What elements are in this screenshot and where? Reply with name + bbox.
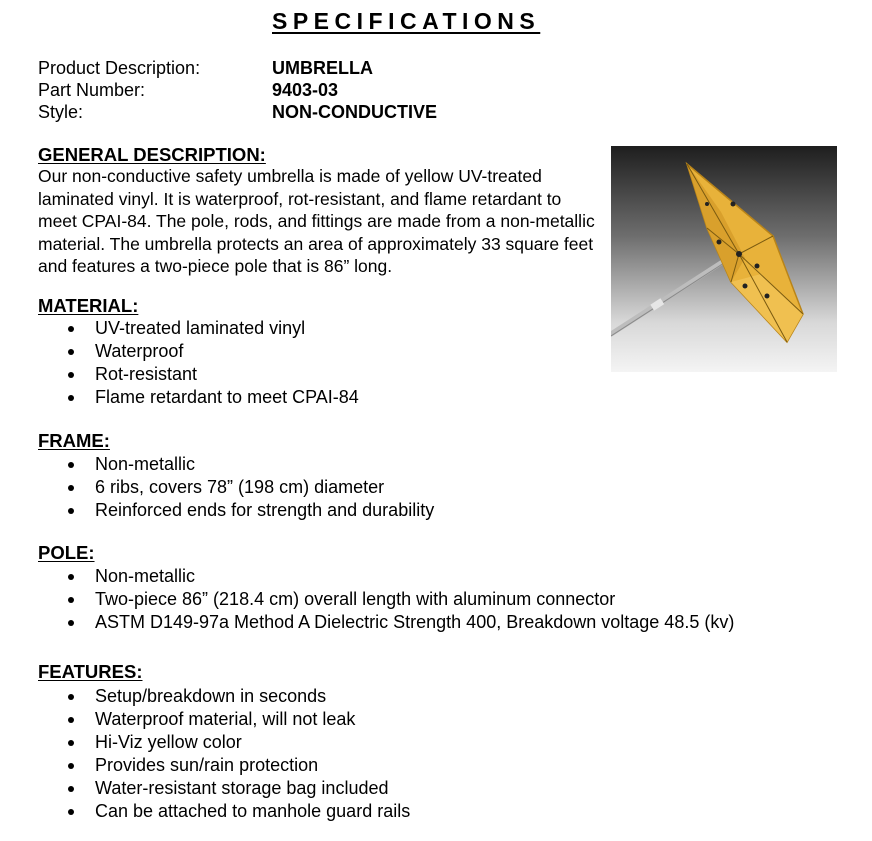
pole-heading: POLE: <box>38 542 95 563</box>
list-item-text: Setup/breakdown in seconds <box>95 686 327 706</box>
list-item <box>38 685 410 708</box>
list-item-text: Two-piece 86” (218.4 cm) overall length with aluminum connector <box>95 589 616 609</box>
list-item <box>38 611 734 634</box>
bullet-icon <box>68 574 74 580</box>
spec-label: Style: <box>38 102 84 122</box>
list-item-text: Provides sun/rain protection <box>95 755 319 775</box>
spec-row-part-number <box>38 79 437 101</box>
list-item <box>38 363 359 386</box>
list-item-text: 6 ribs, covers 78” (198 cm) diameter <box>95 477 385 497</box>
bullet-icon <box>68 462 74 468</box>
page-title: SPECIFICATIONS <box>272 8 541 34</box>
list-item <box>38 453 434 476</box>
list-item <box>38 476 434 499</box>
bullet-icon <box>68 763 74 769</box>
list-item <box>38 777 410 800</box>
bullet-icon <box>68 372 74 378</box>
list-item-text: Flame retardant to meet CPAI-84 <box>95 387 359 407</box>
spec-label: Product Description: <box>38 58 201 78</box>
list-item-text: ASTM D149-97a Method A Dielectric Strength 400, Breakdown voltage 48.5 (kv) <box>95 612 735 632</box>
list-item <box>38 708 410 731</box>
list-item <box>38 499 434 522</box>
bullet-icon <box>68 597 74 603</box>
material-list <box>38 317 359 409</box>
spec-value: UMBRELLA <box>272 58 373 78</box>
pole-list <box>38 565 734 634</box>
spec-value: 9403-03 <box>272 80 339 100</box>
spec-row-style <box>38 101 437 123</box>
spec-table <box>38 57 437 123</box>
list-item-text: Waterproof material, will not leak <box>95 709 356 729</box>
umbrella-product-image <box>611 146 837 372</box>
frame-list <box>38 453 434 522</box>
bullet-icon <box>68 694 74 700</box>
list-item <box>38 800 410 823</box>
bullet-icon <box>68 485 74 491</box>
bullet-icon <box>68 809 74 815</box>
bullet-icon <box>68 740 74 746</box>
features-heading: FEATURES: <box>38 661 143 682</box>
list-item <box>38 588 734 611</box>
bullet-icon <box>68 786 74 792</box>
umbrella-icon <box>611 146 837 372</box>
list-item-text: Non-metallic <box>95 454 196 474</box>
general-description-text: Our non-conductive safety umbrella is made of yellow UV-treated laminated vinyl. It is waterproof, rot-resistant, and flame retardant to meet CPAI-84. The pole, rods, and fittings are made from a non-metallic material. The umbrella protects an area of approximately 33 square feet and features a two-piece pole that is 86” long. <box>38 166 595 277</box>
list-item-text: Hi-Viz yellow color <box>95 732 242 752</box>
bullet-icon <box>68 508 74 514</box>
list-item-text: Waterproof <box>95 341 184 361</box>
spec-row-product-description <box>38 57 437 79</box>
spec-value: NON-CONDUCTIVE <box>272 102 437 122</box>
list-item <box>38 754 410 777</box>
bullet-icon <box>68 395 74 401</box>
list-item-text: Non-metallic <box>95 566 196 586</box>
features-list <box>38 685 410 823</box>
list-item-text: Reinforced ends for strength and durability <box>95 500 435 520</box>
bullet-icon <box>68 326 74 332</box>
frame-heading: FRAME: <box>38 430 110 451</box>
material-heading: MATERIAL: <box>38 295 139 316</box>
list-item <box>38 731 410 754</box>
general-description-heading: GENERAL DESCRIPTION: <box>38 144 266 165</box>
bullet-icon <box>68 349 74 355</box>
spec-label: Part Number: <box>38 80 146 100</box>
list-item-text: Can be attached to manhole guard rails <box>95 801 411 821</box>
bullet-icon <box>68 717 74 723</box>
list-item <box>38 317 359 340</box>
list-item <box>38 340 359 363</box>
list-item-text: Water-resistant storage bag included <box>95 778 389 798</box>
list-item-text: Rot-resistant <box>95 364 198 384</box>
list-item-text: UV-treated laminated vinyl <box>95 318 306 338</box>
list-item <box>38 565 734 588</box>
list-item <box>38 386 359 409</box>
bullet-icon <box>68 620 74 626</box>
